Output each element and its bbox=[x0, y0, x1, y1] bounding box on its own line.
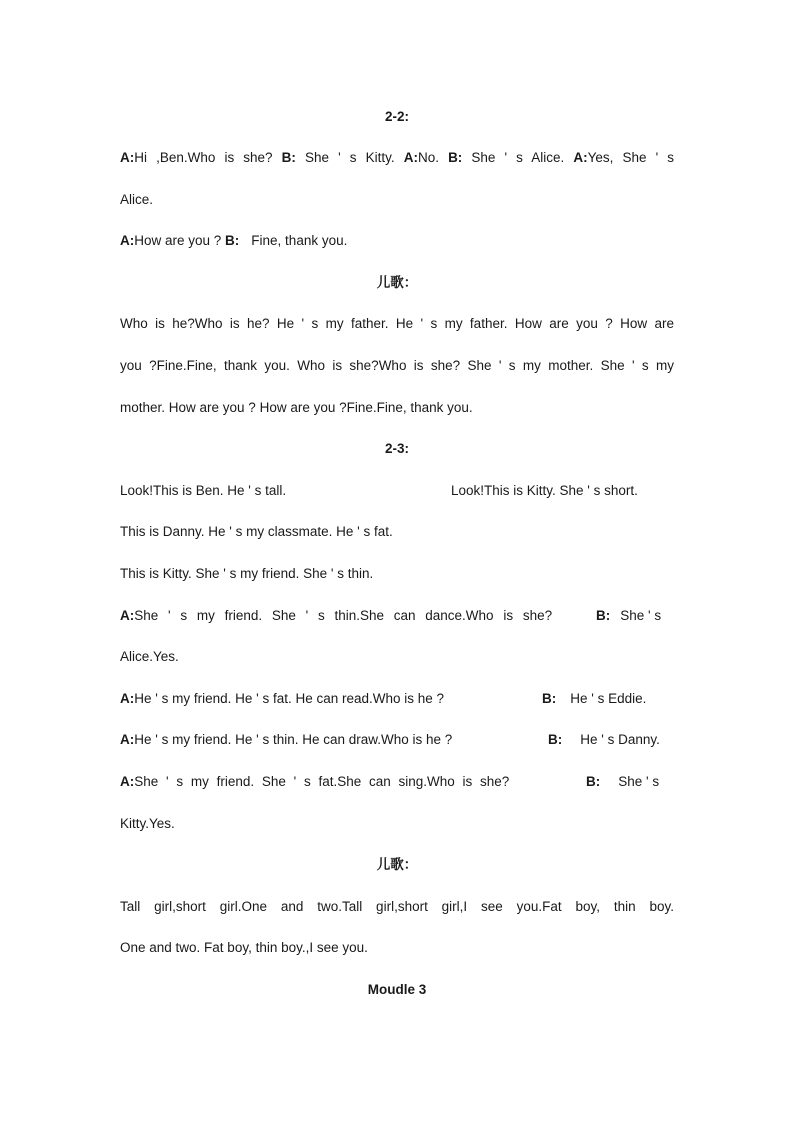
dialogue-text: Fine, thank you. bbox=[251, 233, 348, 248]
text-line: This is Kitty. She ' s my friend. She ' s thin. bbox=[120, 566, 374, 581]
dialogue-line: Alice. bbox=[120, 192, 154, 207]
dialogue-text: He ' s my friend. He ' s fat. He can read.Who is he ? bbox=[134, 691, 445, 706]
speaker-label: A: bbox=[573, 150, 588, 165]
speaker-label: B: bbox=[586, 774, 601, 789]
dialogue-line bbox=[120, 149, 674, 167]
dialogue-line: Kitty.Yes. bbox=[120, 816, 175, 831]
dialogue-line bbox=[120, 731, 674, 749]
rhyme-line: you ?Fine.Fine, thank you. Who is she?Who is she? She ' s my mother. She ' s my bbox=[120, 358, 674, 373]
dialogue-line bbox=[120, 232, 674, 250]
speaker-label: A: bbox=[120, 233, 135, 248]
dialogue-line: Alice.Yes. bbox=[120, 649, 179, 664]
section-heading-2-2: 2-2: bbox=[384, 109, 409, 124]
dialogue-text: She ' s Kitty. bbox=[295, 150, 404, 165]
dialogue-text: She ' s my friend. She ' s fat.She can sing.Who is she? bbox=[134, 774, 510, 789]
dialogue-text: She ' s my friend. She ' s thin.She can dance.Who is she? bbox=[134, 608, 553, 623]
text-right: Look!This is Kitty. She ' s short. bbox=[451, 483, 638, 498]
speaker-label: A: bbox=[403, 150, 418, 165]
rhyme-heading: 儿歌： bbox=[376, 275, 418, 290]
rhyme-line: Tall girl,short girl.One and two.Tall girl,short girl,I see you.Fat boy, thin boy. bbox=[120, 899, 674, 914]
dialogue-text: He ' s my friend. He ' s thin. He can draw.Who is he ? bbox=[134, 732, 453, 747]
rhyme-heading: 儿歌： bbox=[376, 857, 418, 872]
dialogue-line bbox=[120, 773, 674, 791]
dialogue-line bbox=[120, 607, 674, 625]
text-line: This is Danny. He ' s my classmate. He ' s fat. bbox=[120, 524, 393, 539]
speaker-label: A: bbox=[120, 150, 135, 165]
section-heading-module-3: Moudle 3 bbox=[367, 982, 427, 997]
speaker-label: B: bbox=[548, 732, 563, 747]
dialogue-text: He ' s Danny. bbox=[580, 732, 660, 747]
speaker-label: B: bbox=[448, 150, 463, 165]
rhyme-line: mother. How are you ? How are you ?Fine.Fine, thank you. bbox=[120, 400, 473, 415]
dialogue-text: Yes, She ' s bbox=[587, 150, 675, 165]
speaker-label: A: bbox=[120, 608, 135, 623]
dialogue-text: Hi ,Ben.Who is she? bbox=[134, 150, 282, 165]
text-left: Look!This is Ben. He ' s tall. bbox=[120, 483, 287, 498]
dialogue-text: She ' s bbox=[618, 774, 660, 789]
dialogue-text: She ' s Alice. bbox=[462, 150, 574, 165]
speaker-label: B: bbox=[596, 608, 611, 623]
speaker-label: A: bbox=[120, 732, 135, 747]
rhyme-line: Who is he?Who is he? He ' s my father. He ' s my father. How are you ? How are bbox=[120, 316, 674, 331]
speaker-label: A: bbox=[120, 691, 135, 706]
dialogue-text: No. bbox=[417, 150, 449, 165]
speaker-label: B: bbox=[225, 233, 240, 248]
dialogue-text: How are you ? bbox=[134, 233, 226, 248]
dialogue-line bbox=[120, 690, 674, 708]
speaker-label: B: bbox=[281, 150, 296, 165]
rhyme-line: One and two. Fat boy, thin boy.,I see you. bbox=[120, 940, 368, 955]
dialogue-text: She ' s bbox=[620, 608, 662, 623]
speaker-label: B: bbox=[542, 691, 557, 706]
text-line bbox=[120, 482, 674, 500]
speaker-label: A: bbox=[120, 774, 135, 789]
dialogue-text: He ' s Eddie. bbox=[570, 691, 647, 706]
section-heading-2-3: 2-3: bbox=[384, 441, 409, 456]
